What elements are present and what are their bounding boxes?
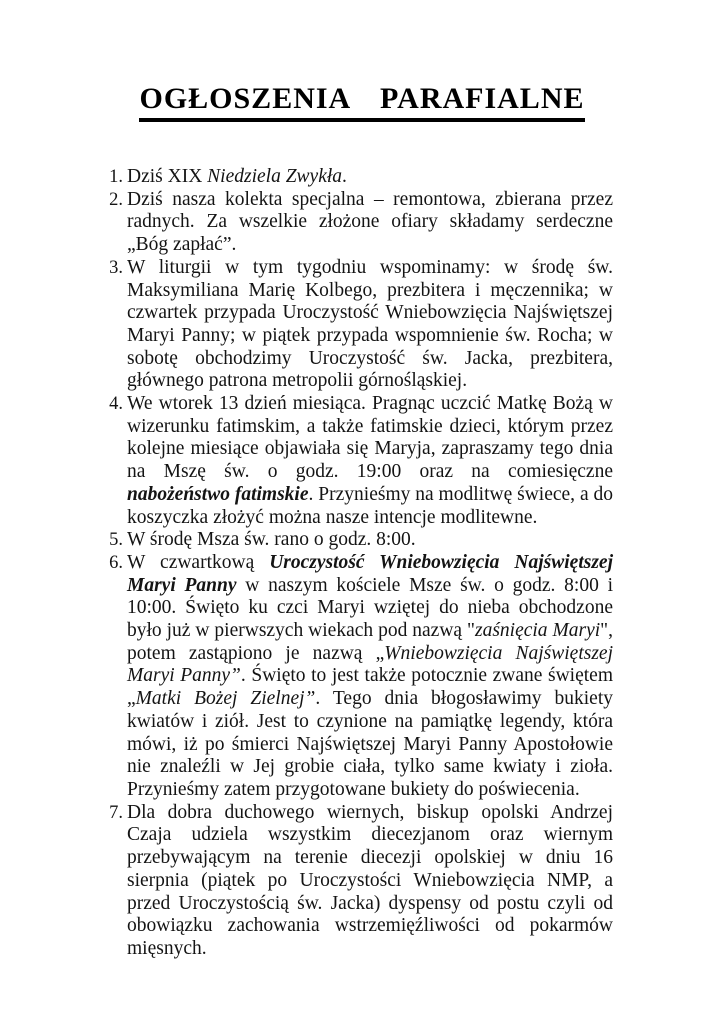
text-segment: w naszym kościele Msze św. o godz. 8:00 i 10:00. Święto ku czci Maryi wziętej do nieba obchodzone było już w pierwszych wiekach pod nazwą " [127,574,613,642]
text-segment: W liturgii w tym tygodniu wspominamy: w środę św. Maksymiliana Marię Kolbego, prezbitera i męczennika; w czwartek przypada Uroczystość Wniebowzięcia Najświętszej Maryi Panny; w piątek przypada wspomnienie św. Rocha; w sobotę obchodzimy Uroczystość św. Jacka, prezbitera, głównego patrona metropolii górnośląskiej. [127,256,613,392]
text-segment: . [342,166,347,187]
announcement-item [109,393,613,529]
announcement-item [109,529,613,552]
text-segment: zaśnięcia Maryi [474,620,601,642]
text-segment: ", potem zastąpiono je nazwą „ [127,620,614,664]
announcement-item [109,166,613,189]
text-segment: Wniebowzięcia Najświętszej Maryi Panny” [127,642,614,687]
text-segment: Dla dobra duchowego wiernych, biskup opolski Andrzej Czaja udziela wszystkim diecezjanom oraz wiernym przebywającym na terenie diecezji opolskiej w dniu 16 sierpnia (piątek po Uroczystości Wniebowzięcia NMP, a przed Uroczystością św. Jacka) dyspensy od postu czyli od obowiązku zachowania wstrzemięźliwości od pokarmów mięsnych. [127,801,613,959]
text-segment: Dziś nasza kolekta specjalna – remontowa, zbierana przez radnych. Za wszelkie złożone ofiary składamy serdeczne „Bóg zapłać”. [127,188,613,256]
item-number: 6. [109,552,123,573]
text-segment: W środę Msza św. rano o godz. 8:00. [127,529,416,551]
text-segment: . Tego dnia błogosławimy bukiety kwiatów i ziół. Jest to czynione na pamiątkę legendy, która mówi, iż po śmierci Najświętszej Maryi Panny Apostołowie nie znaleźli w Jej grobie ciała, tylko same kwiaty i zioła. Przynieśmy zatem przygotowane bukiety do poświecenia. [127,688,614,800]
text-segment: . Święto to jest także potocznie zwane świętem „ [127,665,613,710]
item-number: 2. [109,189,123,210]
announcement-item [109,256,613,393]
announcement-list [109,166,614,961]
item-number: 7. [109,802,123,823]
text-segment: W czwartkową [127,551,270,573]
announcement-item [109,551,614,802]
page-title-text: OGŁOSZENIA PARAFIALNE [139,82,584,122]
text-segment: nabożeństwo fatimskie [127,483,309,505]
text-segment: Matki Bożej Zielnej” [135,688,316,710]
text-segment: . Przynieśmy na modlitwę świece, a do koszyczka złożyć można nasze intencje modlitewne. [127,483,613,528]
announcement-item [109,801,613,961]
text-segment: Niedziela Zwykła [207,166,343,187]
page-title [0,0,724,122]
item-number: 5. [109,530,123,551]
text-segment: Dziś XIX [127,166,208,187]
announcement-item [109,188,613,257]
item-number: 3. [109,257,123,278]
text-segment: We wtorek 13 dzień miesiąca. Pragnąc uczcić Matkę Bożą w wizerunku fatimskim, a także fatimskie dzieci, którym przez kolejne miesiące objawiała się Maryja, zapraszamy tego dnia na Mszę św. o godz. 19:00 oraz na comiesięczne [127,393,613,483]
item-number: 4. [109,394,123,415]
item-number: 1. [109,167,123,187]
text-segment: Uroczystość Wniebowzięcia Najświętszej Maryi Panny [127,551,613,596]
